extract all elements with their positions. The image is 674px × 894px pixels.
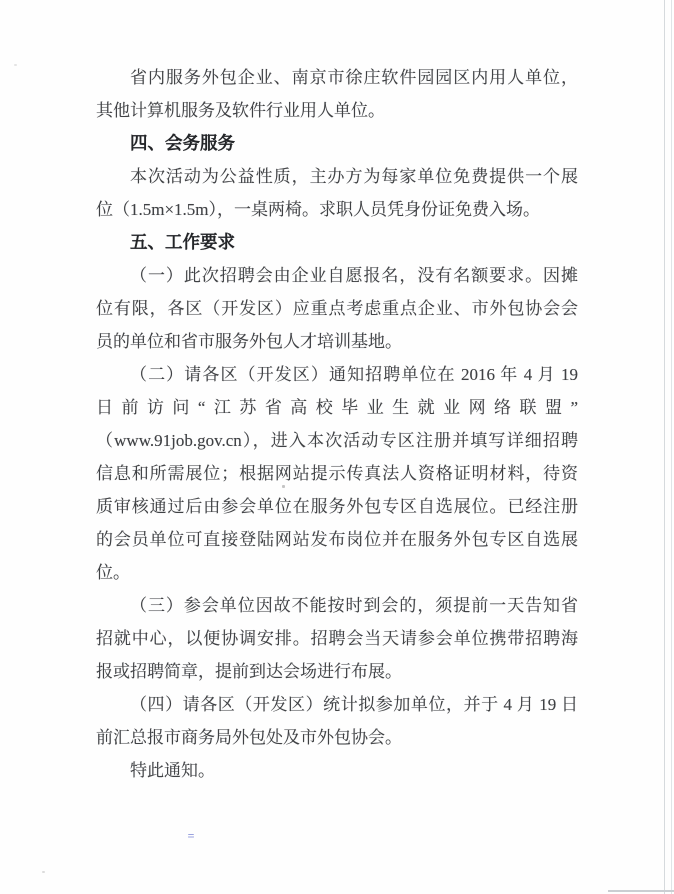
scan-speck <box>282 485 285 488</box>
text-line: 位（1.5m×1.5m），一桌两椅。求职人员凭身份证免费入场。 <box>96 200 541 219</box>
scan-speck <box>14 64 17 66</box>
text-line: 员的单位和省市服务外包人才培训基地。 <box>96 332 402 351</box>
text-line: 位。 <box>96 563 130 582</box>
text-line: 报或招聘简章，提前到达会场进行布展。 <box>96 662 402 681</box>
document-body <box>96 61 578 787</box>
text-line: 信息和所需展位；根据网站提示传真法人资格证明材料，待资 <box>96 464 578 483</box>
scan-edge-bottom-line <box>608 890 674 892</box>
text-line: 前汇总报市商务局外包处及市外包协会。 <box>96 728 402 747</box>
text-line: 本次活动为公益性质，主办方为每家单位免费提供一个展 <box>130 167 578 186</box>
closing-line: 特此通知。 <box>130 761 215 780</box>
section-heading-4: 四、会务服务 <box>130 133 235 153</box>
scan-speck-blue <box>188 834 194 838</box>
text-line: （一）此次招聘会由企业自愿报名，没有名额要求。因摊 <box>130 266 578 285</box>
text-line-url: （www.91job.gov.cn），进入本次活动专区注册并填写详细招聘 <box>96 431 578 450</box>
text-line: 其他计算机服务及软件行业用人单位。 <box>96 101 385 120</box>
text-line: 位有限，各区（开发区）应重点考虑重点企业、市外包协会会 <box>96 299 578 318</box>
text-line: 招就中心，以便协调安排。招聘会当天请参会单位携带招聘海 <box>96 629 578 648</box>
text-line: （二）请各区（开发区）通知招聘单位在 2016 年 4 月 19 <box>130 365 578 384</box>
scan-speck <box>42 871 45 873</box>
text-line: 省内服务外包企业、南京市徐庄软件园园区内用人单位， <box>130 68 578 87</box>
text-line: 质审核通过后由参会单位在服务外包专区自选展位。已经注册 <box>96 497 578 516</box>
section-heading-5: 五、工作要求 <box>130 232 235 252</box>
scan-edge-right-line-2 <box>671 0 672 894</box>
text-line: 的会员单位可直接登陆网站发布岗位并在服务外包专区自选展 <box>96 530 578 549</box>
scan-edge-right-line <box>664 0 665 894</box>
text-line: （四）请各区（开发区）统计拟参加单位，并于 4 月 19 日 <box>130 695 578 714</box>
text-line: 日前访问“江苏省高校毕业生就业网络联盟” <box>96 398 578 417</box>
text-line: （三）参会单位因故不能按时到会的，须提前一天告知省 <box>130 596 578 615</box>
